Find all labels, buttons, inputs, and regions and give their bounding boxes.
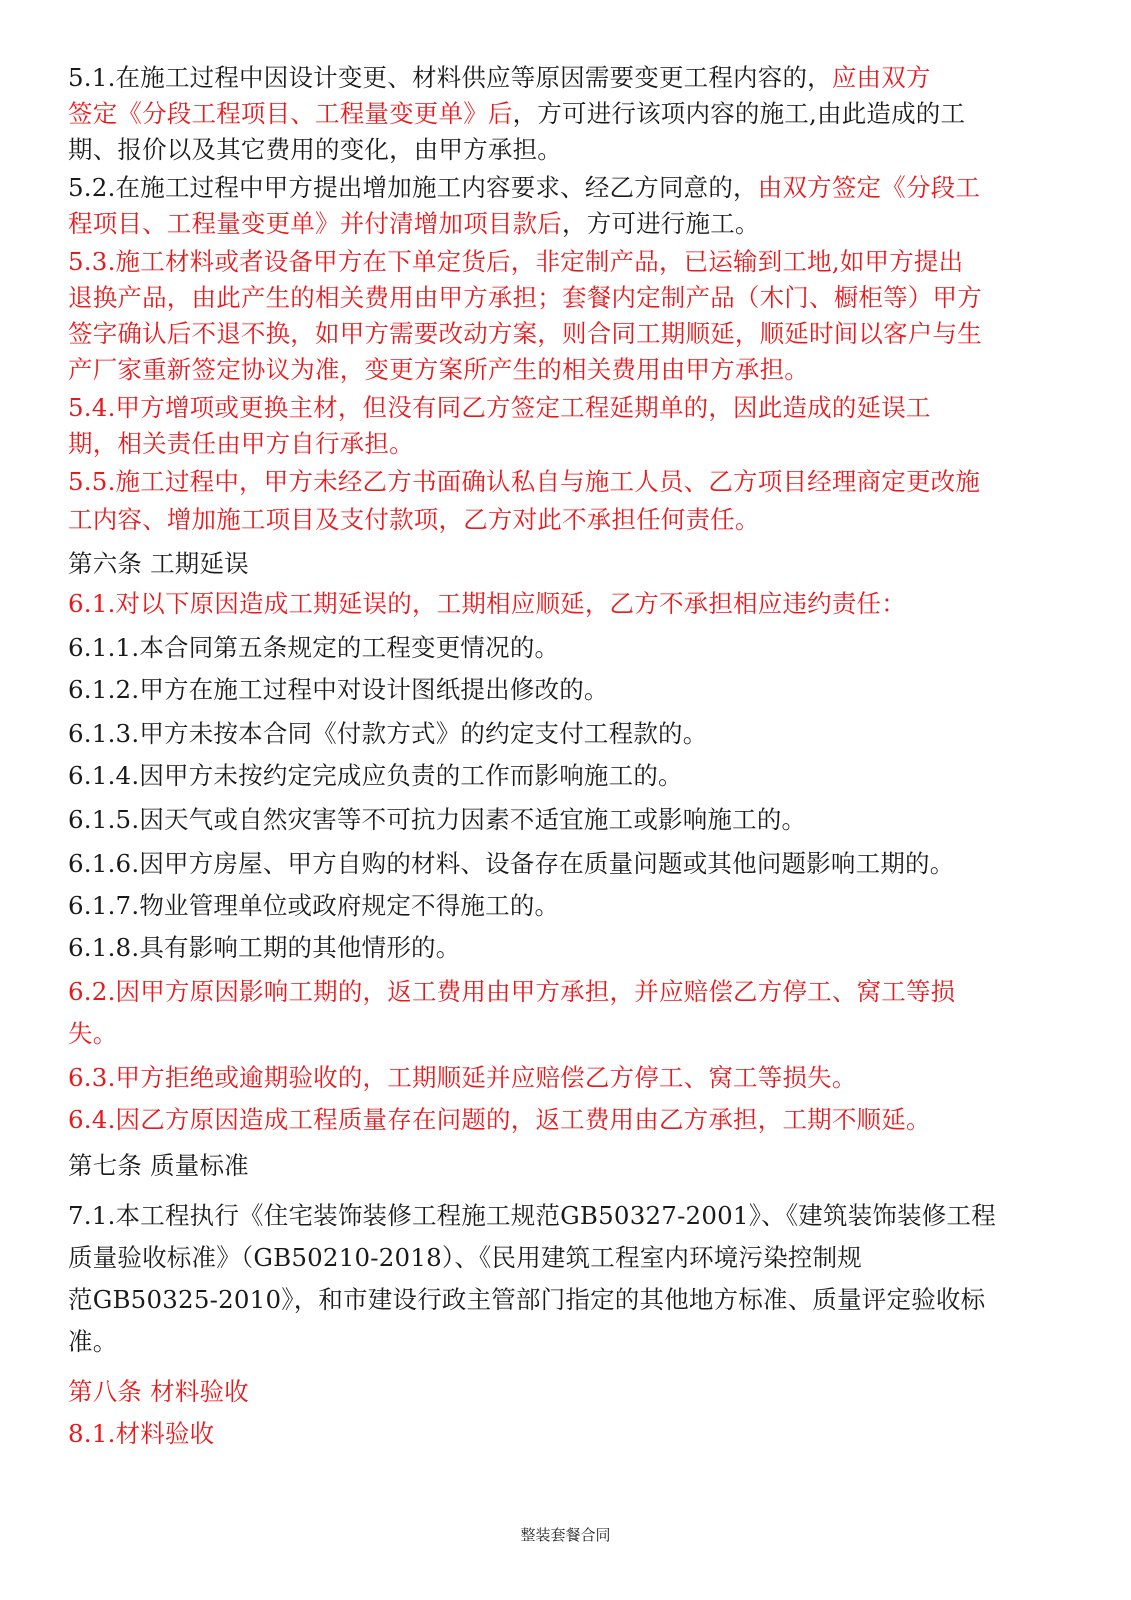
text-line	[68, 392, 931, 424]
body-text: 6.1.1.本合同第五条规定的工程变更情况的。	[68, 633, 560, 662]
text-line	[68, 1284, 985, 1316]
text-line	[68, 588, 906, 620]
highlighted-text: 6.1.对以下原因造成工期延误的，工期相应顺延，乙方不承担相应违约责任：	[68, 589, 906, 618]
text-line	[68, 318, 982, 350]
highlighted-text: 6.4.因乙方原因造成工程质量存在问题的，返工费用由乙方承担，工期不顺延。	[68, 1105, 931, 1134]
body-text: ，方可进行该项内容的施工,由此造成的工	[512, 99, 966, 128]
text-line	[68, 134, 562, 166]
text-line	[68, 890, 559, 922]
body-text: 6.1.8.具有影响工期的其他情形的。	[68, 933, 461, 962]
text-line	[68, 1326, 117, 1358]
text-line	[68, 848, 954, 880]
highlighted-text: 期，相关责任由甲方自行承担。	[68, 429, 414, 458]
text-line	[68, 804, 806, 836]
body-text: 6.1.5.因天气或自然灾害等不可抗力因素不适宜施工或影响施工的。	[68, 805, 807, 834]
highlighted-text: 退换产品，由此产生的相关费用由甲方承担；套餐内定制产品（木门、橱柜等）甲方	[68, 283, 982, 312]
text-line	[68, 674, 609, 706]
highlighted-text: 签字确认后不退不换，如甲方需要改动方案，则合同工期顺延，顺延时间以客户与生	[68, 319, 982, 348]
text-line	[68, 1150, 249, 1182]
highlighted-text: 应由双方	[831, 63, 931, 92]
body-text: 准。	[68, 1327, 118, 1356]
body-text: 期、报价以及其它费用的变化，由甲方承担。	[68, 135, 562, 164]
body-text: 6.1.2.甲方在施工过程中对设计图纸提出修改的。	[68, 675, 609, 704]
highlighted-text: 5.5.施工过程中，甲方未经乙方书面确认私自与施工人员、乙方项目经理商定更改施	[68, 467, 981, 496]
text-line	[68, 1104, 931, 1136]
text-line	[68, 932, 460, 964]
highlighted-text: 工内容、增加施工项目及支付款项，乙方对此不承担任何责任。	[68, 505, 760, 534]
highlighted-text: 5.3.施工材料或者设备甲方在下单定货后，非定制产品，已运输到工地,如甲方提出	[68, 247, 964, 276]
highlighted-text: 程项目、工程量变更单》并付清增加项目款后	[68, 209, 562, 238]
highlighted-text: 由双方签定《分段工	[757, 173, 981, 202]
text-line	[68, 172, 980, 204]
body-text: 第七条 质量标准	[68, 1151, 249, 1180]
highlighted-text: 第八条 材料验收	[68, 1377, 249, 1406]
body-text: 5.1.在施工过程中因设计变更、材料供应等原因需要变更工程内容的，	[68, 63, 832, 92]
text-line	[68, 282, 982, 314]
text-line	[68, 1018, 117, 1050]
text-line	[68, 1200, 996, 1232]
highlighted-text: 8.1.材料验收	[68, 1419, 215, 1448]
text-line	[68, 208, 760, 240]
text-line	[68, 466, 980, 498]
text-line	[68, 1418, 214, 1450]
highlighted-text: 签定《分段工程项目、工程量变更单》后	[68, 99, 513, 128]
page-footer: 整装套餐合同	[520, 1526, 611, 1544]
highlighted-text: 6.2.因甲方原因影响工期的，返工费用由甲方承担，并应赔偿乙方停工、窝工等损	[68, 977, 956, 1006]
body-text: 6.1.4.因甲方未按约定完成应负责的工作而影响施工的。	[68, 761, 683, 790]
highlighted-text: 产厂家重新签定协议为准，变更方案所产生的相关费用由甲方承担。	[68, 355, 809, 384]
body-text: 7.1.本工程执行《住宅装饰装修工程施工规范GB50327-2001》、《建筑装饰装修工程	[68, 1201, 996, 1230]
body-text: 质量验收标准》（GB50210-2018）、《民用建筑工程室内环境污染控制规	[68, 1243, 862, 1272]
body-text: ，方可进行施工。	[562, 209, 760, 238]
text-line	[68, 62, 931, 94]
body-text: 6.1.6.因甲方房屋、甲方自购的材料、设备存在质量问题或其他问题影响工期的。	[68, 849, 955, 878]
text-line	[68, 760, 683, 792]
text-line	[68, 632, 559, 664]
body-text: 6.1.7.物业管理单位或政府规定不得施工的。	[68, 891, 560, 920]
text-line	[68, 1242, 862, 1274]
body-text: 第六条 工期延误	[68, 549, 249, 578]
highlighted-text: 6.3.甲方拒绝或逾期验收的，工期顺延并应赔偿乙方停工、窝工等损失。	[68, 1063, 857, 1092]
text-line	[68, 504, 760, 536]
body-text: 6.1.3.甲方未按本合同《付款方式》的约定支付工程款的。	[68, 719, 708, 748]
body-text: 范GB50325-2010》，和市建设行政主管部门指定的其他地方标准、质量评定验收标	[68, 1285, 986, 1314]
text-line	[68, 428, 414, 460]
text-line	[68, 354, 809, 386]
text-line	[68, 976, 955, 1008]
text-line	[68, 548, 249, 580]
text-line	[68, 98, 965, 130]
text-line	[68, 1376, 249, 1408]
body-text: 5.2.在施工过程中甲方提出增加施工内容要求、经乙方同意的，	[68, 173, 758, 202]
highlighted-text: 5.4.甲方增项或更换主材，但没有同乙方签定工程延期单的，因此造成的延误工	[68, 393, 931, 422]
highlighted-text: 失。	[68, 1019, 118, 1048]
text-line	[68, 718, 707, 750]
text-line	[68, 1062, 857, 1094]
text-line	[68, 246, 963, 278]
